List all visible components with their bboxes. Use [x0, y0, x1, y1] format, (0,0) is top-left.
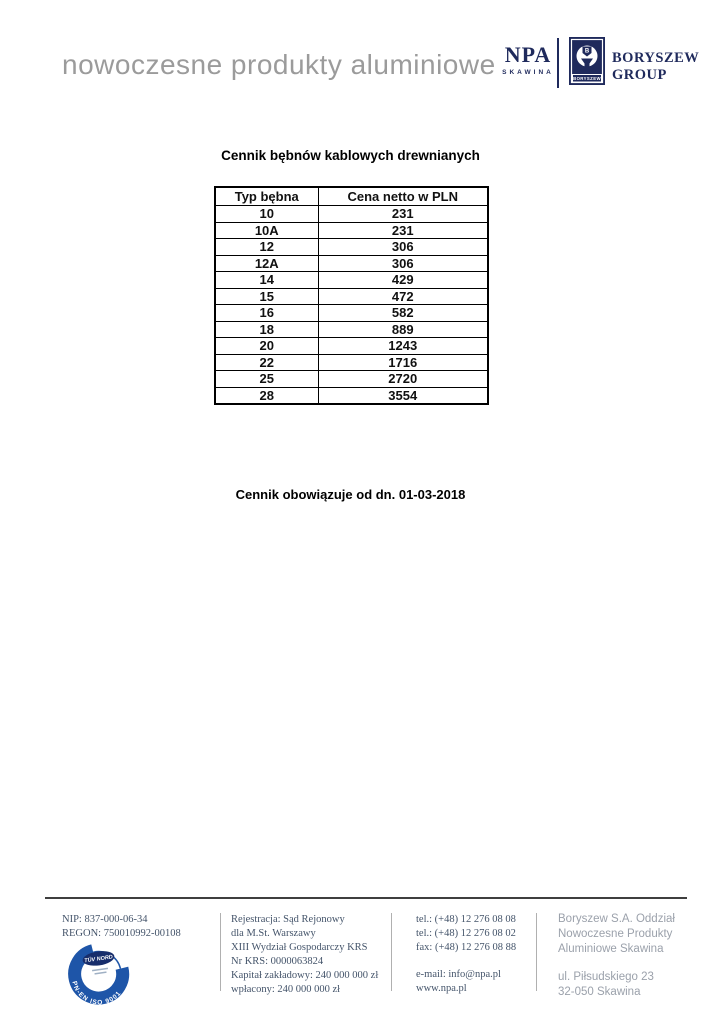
- footer-line: fax: (+48) 12 276 08 88: [416, 942, 517, 953]
- footer-line: tel.: (+48) 12 276 08 08: [416, 914, 516, 925]
- footer-line: dla M.St. Warszawy: [231, 928, 316, 939]
- cell-typ-bebna: 10A: [215, 222, 318, 239]
- cell-typ-bebna: 12A: [215, 255, 318, 272]
- footer-line: Rejestracja: Sąd Rejonowy: [231, 914, 345, 925]
- table-row: [215, 321, 488, 338]
- cell-typ-bebna: 28: [215, 387, 318, 404]
- table-row: [215, 305, 488, 322]
- cell-cena-netto: 231: [318, 222, 488, 239]
- footer-line: e-mail: info@npa.pl: [416, 969, 501, 980]
- cell-cena-netto: 306: [318, 239, 488, 256]
- boryszew-group-line2: GROUP: [612, 67, 667, 83]
- footer-line: tel.: (+48) 12 276 08 02: [416, 928, 516, 939]
- cell-cena-netto: 472: [318, 288, 488, 305]
- cell-cena-netto: 1716: [318, 354, 488, 371]
- column-header-cena: Cena netto w PLN: [318, 187, 488, 206]
- footer-web: [416, 968, 534, 996]
- page-title: Cennik bębnów kablowych drewnianych: [221, 148, 480, 163]
- badge-brand-text: TÜV NORD: [83, 954, 114, 965]
- cell-cena-netto: 231: [318, 206, 488, 223]
- cell-typ-bebna: 16: [215, 305, 318, 322]
- boryszew-group-wordmark: [612, 50, 699, 84]
- footer-line: www.npa.pl: [416, 983, 467, 994]
- cell-cena-netto: 429: [318, 272, 488, 289]
- footer-company-name: [558, 912, 703, 957]
- cell-typ-bebna: 22: [215, 354, 318, 371]
- cell-typ-bebna: 18: [215, 321, 318, 338]
- cell-cena-netto: 889: [318, 321, 488, 338]
- npa-logo: [500, 44, 556, 76]
- npa-logo-subtext: SKAWINA: [502, 69, 554, 76]
- cell-typ-bebna: 12: [215, 239, 318, 256]
- footer-line: Aluminiowe Skawina: [558, 943, 664, 955]
- table-row: [215, 338, 488, 355]
- footer-line: 32-050 Skawina: [558, 986, 641, 998]
- npa-logo-text: NPA: [504, 42, 552, 67]
- table-row: [215, 239, 488, 256]
- footer-contact: [416, 913, 534, 996]
- table-row: [215, 371, 488, 388]
- company-tagline: nowoczesne produkty aluminiowe: [62, 49, 496, 80]
- footer-line: ul. Piłsudskiego 23: [558, 971, 654, 983]
- footer-line: XIII Wydział Gospodarczy KRS: [231, 942, 368, 953]
- table-row: [215, 206, 488, 223]
- footer-address: [558, 970, 703, 1000]
- cell-cena-netto: 306: [318, 255, 488, 272]
- footer-line: Kapitał zakładowy: 240 000 000 zł: [231, 970, 379, 981]
- emblem-label: BORYSZEW: [573, 76, 601, 81]
- validity-note: Cennik obowiązuje od dn. 01-03-2018: [235, 487, 466, 502]
- table-row: [215, 272, 488, 289]
- footer-phones: [416, 913, 534, 955]
- cell-cena-netto: 2720: [318, 371, 488, 388]
- table-row: [215, 387, 488, 404]
- footer-line: wpłacony: 240 000 000 zł: [231, 984, 341, 995]
- footer-line: Boryszew S.A. Oddział: [558, 913, 675, 925]
- cell-cena-netto: 582: [318, 305, 488, 322]
- footer-column-divider: [220, 913, 221, 991]
- footer-line: Nowoczesne Produkty: [558, 928, 673, 940]
- footer-line: NIP: 837-000-06-34: [62, 914, 148, 925]
- cell-typ-bebna: 10: [215, 206, 318, 223]
- boryszew-emblem-icon: [569, 37, 605, 85]
- footer-court-registration: [231, 913, 389, 997]
- price-table: [214, 186, 489, 405]
- logo-divider: [557, 38, 559, 88]
- cell-typ-bebna: 25: [215, 371, 318, 388]
- table-row: [215, 354, 488, 371]
- footer-column-divider: [536, 913, 537, 991]
- cell-typ-bebna: 20: [215, 338, 318, 355]
- cell-cena-netto: 3554: [318, 387, 488, 404]
- footer-registration-ids: [62, 913, 217, 941]
- boryszew-group-line1: BORYSZEW: [612, 50, 700, 66]
- cell-typ-bebna: 14: [215, 272, 318, 289]
- footer-company-address: [558, 912, 703, 1000]
- tuv-nord-iso-badge-icon: [59, 937, 140, 1015]
- cell-typ-bebna: 15: [215, 288, 318, 305]
- footer-column-divider: [391, 913, 392, 991]
- footer-line: REGON: 750010992-00108: [62, 928, 181, 939]
- footer-line: Nr KRS: 0000063824: [231, 956, 324, 967]
- table-row: [215, 222, 488, 239]
- table-row: [215, 288, 488, 305]
- column-header-typ: Typ bębna: [215, 187, 318, 206]
- cell-cena-netto: 1243: [318, 338, 488, 355]
- table-row: [215, 255, 488, 272]
- footer-divider-line: [45, 897, 687, 899]
- emblem-letter: B: [584, 48, 590, 55]
- table-header-row: [215, 187, 488, 206]
- badge-iso-text: PN-EN ISO 9001: [70, 980, 123, 1007]
